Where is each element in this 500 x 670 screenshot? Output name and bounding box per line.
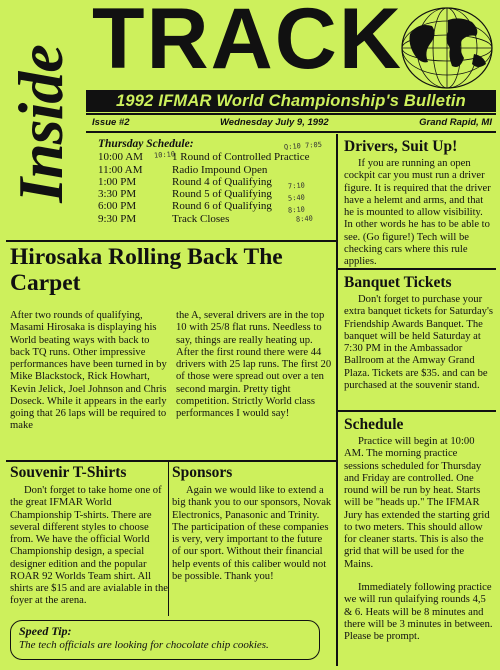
tshirts-body: Don't forget to take home one of the great IFMAR World Championship T-shirts. There are several different styles to choose from. We have the official World Championship design, a special designer edition and the popular ROAR 92 Worlds Team shirt. All shirts are $15 and are avialable in the foyer at the arena.	[10, 485, 168, 607]
masthead-inside-wordmark	[4, 8, 78, 240]
handwritten-note: Q:10 7:05	[283, 140, 323, 152]
issue-number: Issue #2	[92, 117, 130, 128]
lead-column-2: the A, several drivers are in the top 10 with 25/8 flat runs. Needless to say, things are really heating up. After the first round there were 44 drivers with 25 lap runs. The first 20 of those were spread out over a ten second margin. Pretty tight competition. Strictly World class performances I would say!	[176, 310, 332, 419]
schedule-article-body: Practice will begin at 10:00 AM. The morning practice sessions scheduled for Thursday and Friday are controlled. One round will be run by heat. Starts will be "heads up." The IFMAR Jury has extended the starting grid to two meters. This should allow for cleaner starts. This is also the grid that will be used for the Mains.	[344, 436, 490, 570]
sponsors-body: Again we would like to extend a big thank you to our sponsors, Novak Electronics, Panasonic and Trinity. The participation of these companies is very, very important to the future of our sport. Without their financial help events of this caliber would not be possible. Thank you!	[172, 485, 332, 582]
schedule-row	[98, 164, 330, 176]
handwritten-note: 8:40	[295, 214, 314, 224]
masthead-title: TRACK	[92, 0, 403, 87]
column-divider	[336, 134, 338, 666]
section-rule	[338, 410, 496, 412]
column-divider	[168, 462, 169, 616]
handwritten-note: 7:10	[287, 181, 306, 191]
issue-line	[92, 116, 492, 130]
issue-rule	[86, 131, 496, 133]
lead-headline: Hirosaka Rolling Back The Carpet	[10, 244, 283, 296]
schedule-article-body-2: Immediately following practice we will run qulaifying rounds 4,5 & 6. Heats will be 8 minutes and there will be 3 minutes in between. Please be prompt.	[344, 582, 493, 642]
schedule-time: 3:30 PM	[98, 188, 137, 201]
inside-text: Inside	[5, 45, 76, 203]
schedule-time: 1:00 PM	[98, 175, 137, 188]
drivers-body: If you are running an open cockpit car you must run a driver figure. It is required that the driver have a helemt and arms, and that he is mounted to allow visibility. In other words he has to be able to see. (Go figure!) Tech will be checking cars where this rule applies.	[344, 158, 491, 267]
schedule-time: 11:00 AM	[98, 163, 143, 176]
schedule-time: 9:30 PM	[98, 212, 137, 225]
sponsors-headline: Sponsors	[172, 464, 233, 481]
schedule-event: 1 Round of Controlled Practice	[172, 151, 310, 164]
bulletin-banner: 1992 IFMAR World Championship's Bulletin	[86, 90, 496, 112]
schedule-event: Round 4 of Qualifying	[172, 175, 272, 188]
banquet-headline: Banquet Tickets	[344, 274, 452, 291]
speed-tip-text: The tech officials are looking for chocolate chip cookies.	[19, 639, 269, 651]
schedule-event: Radio Impound Open	[172, 163, 268, 176]
handwritten-note: 5:40	[287, 193, 306, 203]
handwritten-note: 8:10	[287, 205, 306, 215]
tshirts-headline: Souvenir T-Shirts	[10, 464, 127, 481]
schedule-time: 6:00 PM	[98, 200, 137, 213]
issue-date: Wednesday July 9, 1992	[220, 117, 329, 128]
banquet-body: Don't forget to purchase your extra banquet tickets for Saturday's Friendship Awards Banquet. The banquet will be held Saturday at 7:30 PM in the Ambassador Ballroom at the Amway Grand Plaza. Tickets are $35. and can be purchased at the souvenir stand.	[344, 294, 493, 391]
lead-column-1: After two rounds of qualifying, Masami Hirosaka is displaying his World beating ways with back to back TQ runs. Other impressive performances have been turned in by Mike Blackstock, Rick Howhart, Kevin Jelick, Joel Johnson and Chris Doseck. While it appears in the early going that 26 laps will be required to make	[10, 310, 167, 432]
drivers-headline: Drivers, Suit Up!	[344, 138, 458, 155]
schedule-event: Track Closes	[172, 212, 230, 225]
schedule-row	[98, 151, 330, 163]
section-rule	[338, 268, 496, 270]
speed-tip-label: Speed Tip:	[19, 624, 72, 638]
section-rule	[6, 460, 336, 462]
issue-location: Grand Rapid, MI	[419, 117, 492, 128]
section-rule	[6, 240, 336, 242]
masthead-rule	[86, 113, 496, 115]
schedule-title: Thursday Schedule:	[98, 138, 194, 150]
schedule-time: 10:00 AM	[98, 151, 143, 164]
speed-tip-box	[10, 620, 320, 660]
handwritten-note: 10:10	[153, 150, 176, 160]
schedule-event: Round 5 of Qualifying	[172, 188, 272, 201]
globe-logo-icon	[398, 4, 496, 92]
schedule-article-headline: Schedule	[344, 416, 404, 433]
schedule-event: Round 6 of Qualifying	[172, 200, 272, 213]
